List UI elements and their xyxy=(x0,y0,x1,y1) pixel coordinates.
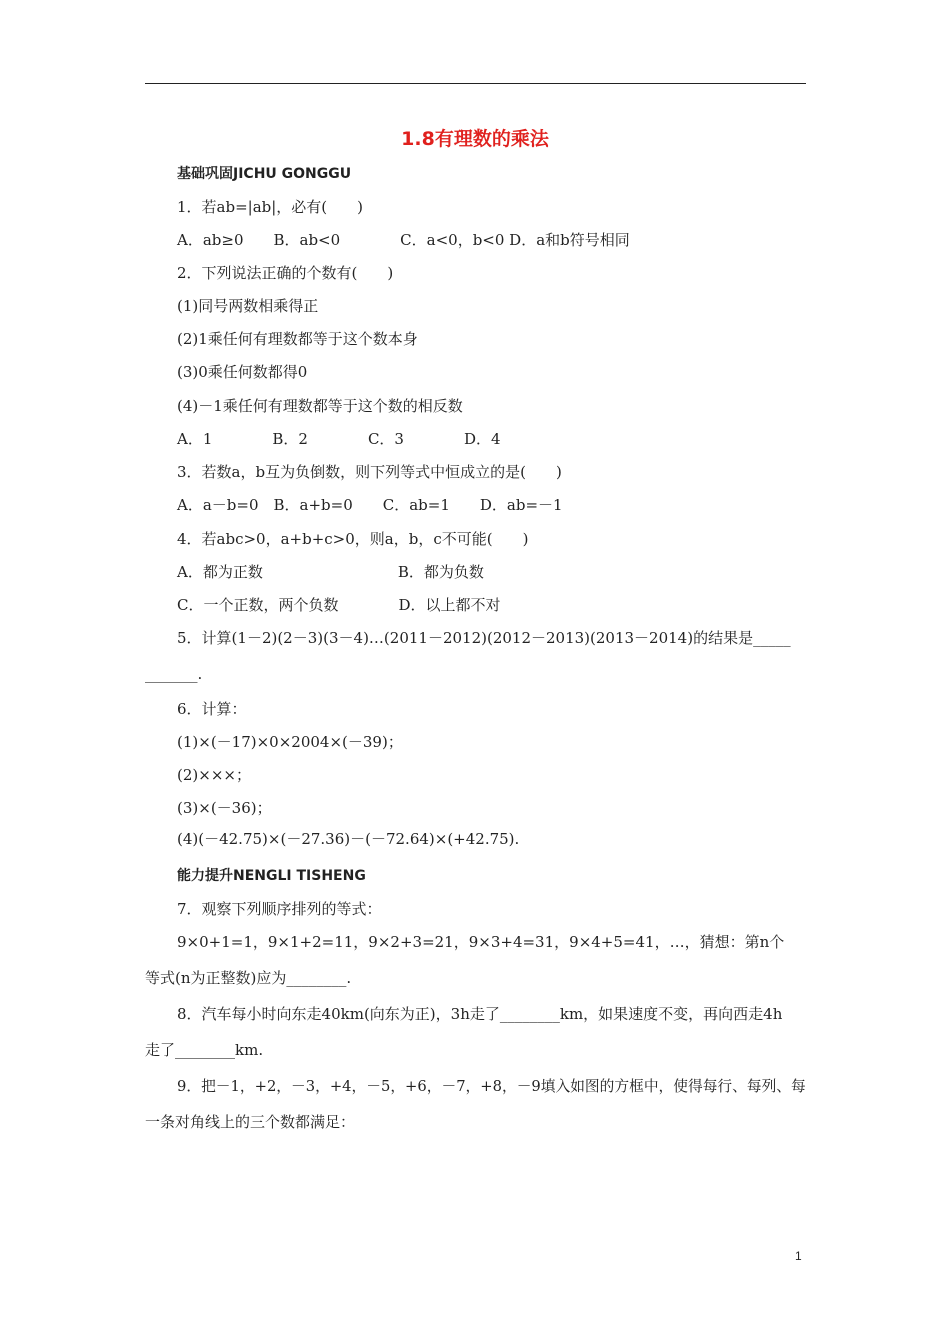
question-4: 4．若abc>0，a+b+c>0，则a，b，c不可能( ) xyxy=(177,530,529,548)
question-4-options-cd: C．一个正数，两个负数 D．以上都不对 xyxy=(177,596,501,614)
page-number: 1 xyxy=(795,1249,802,1263)
question-5-blank: _______. xyxy=(145,665,203,683)
question-7-sequence: 9×0+1=1，9×1+2=11，9×2+3=21，9×3+4=31，9×4+5=41，…，猜想：第n个 xyxy=(177,933,785,951)
question-8: 8．汽车每小时向东走40km(向东为正)，3h走了________km，如果速度不变，再向西走4h xyxy=(177,1005,783,1023)
question-3: 3．若数a，b互为负倒数，则下列等式中恒成立的是( ) xyxy=(177,463,562,481)
question-9-continued: 一条对角线上的三个数都满足： xyxy=(145,1113,356,1131)
question-3-options: A．a－b=0 B．a+b=0 C．ab=1 D．ab=－1 xyxy=(177,496,563,514)
question-2-item-4: (4)－1乘任何有理数都等于这个数的相反数 xyxy=(177,397,463,415)
question-6-part-4: (4)(－42.75)×(－27.36)－(－72.64)×(+42.75). xyxy=(177,830,520,848)
question-5: 5．计算(1－2)(2－3)(3－4)…(2011－2012)(2012－2013)(2013－2014)的结果是_____ xyxy=(177,629,791,647)
question-6-part-3: (3)×(－36)； xyxy=(177,799,272,817)
section-heading-advanced: 能力提升NENGLI TISHENG xyxy=(177,868,366,884)
question-4-options-ab: A．都为正数 B．都为负数 xyxy=(177,563,484,581)
page-title: 1.8有理数的乘法 xyxy=(401,128,549,150)
question-1-options: A．ab≥0 B．ab<0 C．a<0，b<0 D．a和b符号相同 xyxy=(177,231,630,249)
question-6: 6．计算： xyxy=(177,700,247,718)
question-6-part-2: (2)×××； xyxy=(177,766,251,784)
question-9: 9．把－1，+2，－3，+4，－5，+6，－7，+8，－9填入如图的方框中，使得每行、每列、每 xyxy=(177,1077,806,1095)
question-2-item-1: (1)同号两数相乘得正 xyxy=(177,297,319,315)
question-1: 1．若ab=|ab|，必有( ) xyxy=(177,198,364,216)
question-7: 7．观察下列顺序排列的等式： xyxy=(177,900,382,918)
question-7-continued: 等式(n为正整数)应为________. xyxy=(145,969,352,987)
question-2-item-3: (3)0乘任何数都得0 xyxy=(177,363,308,381)
section-heading-basic: 基础巩固JICHU GONGGU xyxy=(177,166,352,182)
question-2: 2．下列说法正确的个数有( ) xyxy=(177,264,394,282)
question-6-part-1: (1)×(－17)×0×2004×(－39)； xyxy=(177,733,403,751)
question-2-item-2: (2)1乘任何有理数都等于这个数本身 xyxy=(177,330,418,348)
question-2-options: A．1 B．2 C．3 D．4 xyxy=(177,430,501,448)
question-8-continued: 走了________km. xyxy=(145,1041,264,1059)
header-rule xyxy=(145,83,806,84)
